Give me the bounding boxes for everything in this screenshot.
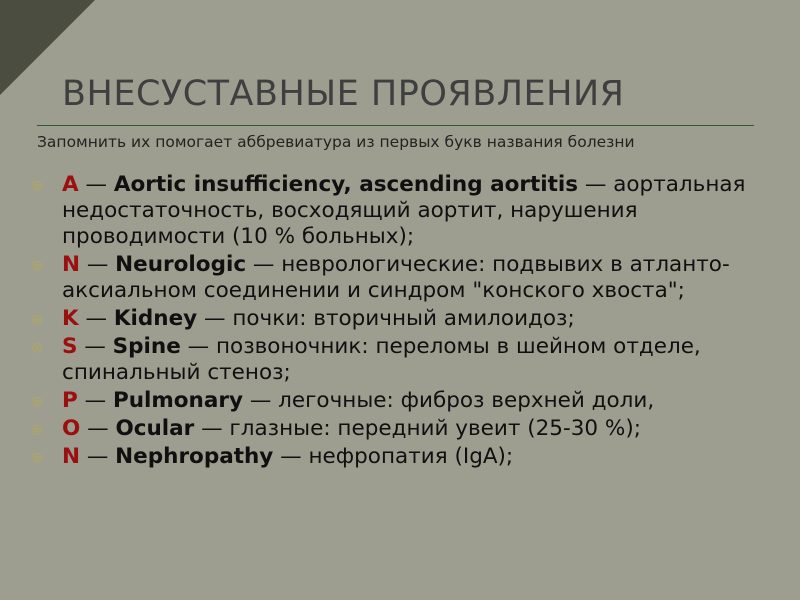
ring-bullet-icon: ◎ xyxy=(32,340,43,354)
bullet-list xyxy=(30,172,760,472)
item-description: — аортальная недостаточность, восходящий аортит, нарушения проводимости (10 % больных); xyxy=(62,172,746,249)
slide-subtitle: Запомнить их помогает аббревиатура из первых букв названия болезни xyxy=(37,133,635,151)
list-item xyxy=(30,444,760,470)
item-description: — неврологические: подвывих в атланто-аксиальном соединении и синдром "конского хвоста"; xyxy=(62,252,730,303)
item-description: — почки: вторичный амилоидоз; xyxy=(197,306,575,331)
item-term: Nephropathy xyxy=(115,444,274,469)
item-separator: — xyxy=(77,334,113,359)
title-underline xyxy=(37,125,754,126)
item-term: Kidney xyxy=(113,306,198,331)
ring-bullet-icon: ◎ xyxy=(32,450,43,464)
list-item xyxy=(30,334,760,386)
item-description: — позвоночник: переломы в шейном отделе, спинальный стеноз; xyxy=(62,334,701,385)
slide-title: ВНЕСУСТАВНЫЕ ПРОЯВЛЕНИЯ xyxy=(62,74,625,114)
list-item xyxy=(30,416,760,442)
list-item xyxy=(30,172,760,250)
item-separator: — xyxy=(80,416,116,441)
item-term: Neurologic xyxy=(115,252,247,277)
item-term: Pulmonary xyxy=(112,388,243,413)
ring-bullet-icon: ◎ xyxy=(32,258,43,272)
ring-bullet-icon: ◎ xyxy=(32,178,43,192)
item-description: — нефропатия (IgA); xyxy=(273,444,514,469)
item-separator: — xyxy=(78,172,114,197)
ring-bullet-icon: ◎ xyxy=(32,422,43,436)
ring-bullet-icon: ◎ xyxy=(32,394,43,408)
item-letter: O xyxy=(62,416,81,441)
item-letter: P xyxy=(62,388,78,413)
item-letter: N xyxy=(62,252,80,277)
list-item xyxy=(30,388,760,414)
item-term: Aortic insufficiency, ascending aortitis xyxy=(113,172,579,197)
item-description: — глазные: передний увеит (25-30 %); xyxy=(194,416,641,441)
item-term: Spine xyxy=(112,334,181,359)
item-letter: A xyxy=(62,172,79,197)
item-separator: — xyxy=(80,444,116,469)
ring-bullet-icon: ◎ xyxy=(32,312,43,326)
list-item xyxy=(30,306,760,332)
item-letter: K xyxy=(62,306,79,331)
list-item xyxy=(30,252,760,304)
item-separator: — xyxy=(77,388,113,413)
item-term: Ocular xyxy=(115,416,195,441)
item-letter: N xyxy=(62,444,80,469)
item-separator: — xyxy=(80,252,116,277)
item-letter: S xyxy=(62,334,78,359)
item-separator: — xyxy=(78,306,114,331)
item-description: — легочные: фиброз верхней доли, xyxy=(242,388,655,413)
